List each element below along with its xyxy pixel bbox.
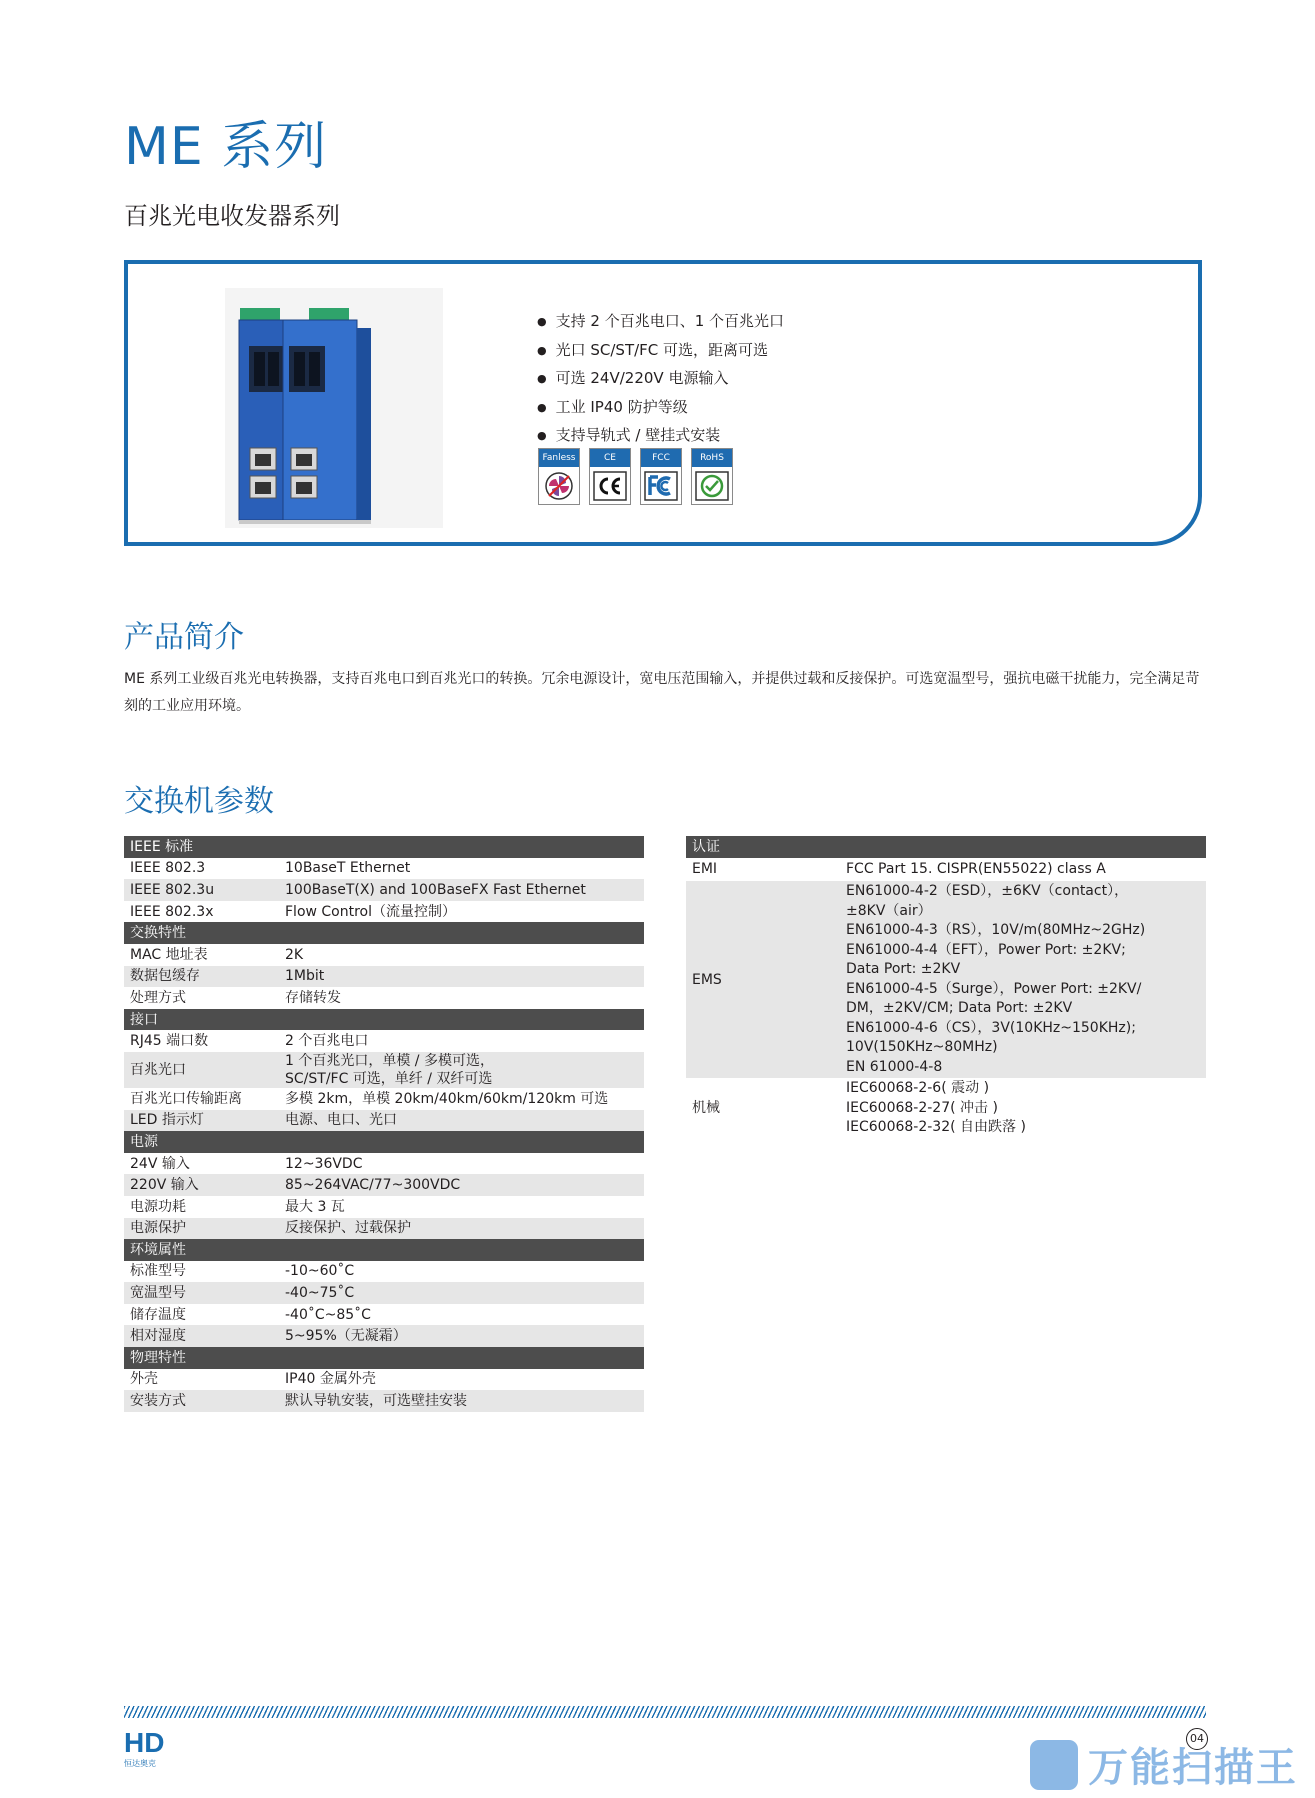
spec-value: Flow Control（流量控制） [279,901,644,923]
spec-key: 电源功耗 [124,1196,279,1218]
spec-row [686,881,1206,1078]
spec-section-header [124,1347,644,1369]
spec-row [124,1174,644,1196]
spec-value: 电源、电口、光口 [279,1110,644,1132]
spec-value: 最大 3 瓦 [279,1196,644,1218]
spec-row [124,1088,644,1110]
cert-label: FCC [641,449,681,467]
spec-key: MAC 地址表 [124,944,279,966]
certification-badges [538,448,733,505]
scanner-watermark [1030,1736,1298,1793]
spec-value: 反接保护、过载保护 [279,1218,644,1240]
spec-value: IP40 金属外壳 [279,1369,644,1391]
section-title: 物理特性 [124,1347,644,1369]
spec-value: EN61000-4-2（ESD），±6KV（contact）， ±8KV（air） EN61000-4-3（RS），10V/m(80MHz~2GHz) EN61000-4-4（EFT），Power Port: ±2KV; Data Port: ±2KV EN61000-4-5（Surge），Power Port: ±2KV/ DM，±2KV/CM; Data Port: ±2KV EN61000-4-6（CS），3V(10KHz~150KHz); 10V(150KHz~80MHz) EN 61000-4-8 [840,881,1206,1078]
spec-row [124,1153,644,1175]
spec-row [124,944,644,966]
spec-key: 处理方式 [124,987,279,1009]
company-logo [124,1726,164,1756]
spec-heading: 交换机参数 [124,784,274,819]
feature-item: ● 工业 IP40 防护等级 [537,394,1037,423]
spec-value: IEC60068-2-6( 震动 ) IEC60068-2-27( 冲击 ) IEC60068-2-32( 自由跌落 ) [840,1078,1206,1139]
spec-key: IEEE 802.3 [124,858,279,880]
rohs-mark-icon [695,471,729,501]
spec-table-left [124,836,644,1412]
spec-section-header [124,1009,644,1031]
spec-row [124,1196,644,1218]
spec-key: IEEE 802.3x [124,901,279,923]
spec-key: 标准型号 [124,1261,279,1283]
spec-row [124,879,644,901]
spec-key: 百兆光口传输距离 [124,1088,279,1110]
cert-label: Fanless [539,449,579,467]
spec-row [124,1110,644,1132]
spec-value: 100BaseT(X) and 100BaseFX Fast Ethernet [279,879,644,901]
logo-subtext: 恒达奥克 [124,1759,156,1768]
logo-text: HD [124,1727,164,1756]
intro-text: ME 系列工业级百兆光电转换器，支持百兆电口到百兆光口的转换。冗余电源设计，宽电压范围输入，并提供过载和反接保护。可选宽温型号，强抗电磁干扰能力，完全满足苛刻的工业应用环境。 [124,671,1200,714]
spec-value: -40˚C~85˚C [279,1304,644,1326]
spec-key: 机械 [686,1078,840,1139]
spec-key: EMS [686,881,840,1078]
spec-value: 1 个百兆光口，单模 / 多模可选， SC/ST/FC 可选，单纤 / 双纤可选 [279,1052,644,1088]
spec-value: 10BaseT Ethernet [279,858,644,880]
spec-row [686,1078,1206,1139]
spec-row [124,1030,644,1052]
spec-key: 百兆光口 [124,1052,279,1088]
spec-key: 宽温型号 [124,1282,279,1304]
spec-value: 多模 2km，单模 20km/40km/60km/120km 可选 [279,1088,644,1110]
spec-row [124,1261,644,1283]
spec-key: LED 指示灯 [124,1110,279,1132]
page-number: 04 [1186,1728,1208,1750]
fcc-mark-icon [644,471,678,501]
spec-value: 默认导轨安装，可选壁挂安装 [279,1390,644,1412]
section-title: 环境属性 [124,1239,644,1261]
spec-key: 储存温度 [124,1304,279,1326]
feature-item: ● 可选 24V/220V 电源输入 [537,365,1037,394]
spec-value: -10~60˚C [279,1261,644,1283]
spec-key: RJ45 端口数 [124,1030,279,1052]
rohs-badge [691,448,733,505]
page-subtitle: 百兆光电收发器系列 [124,202,340,230]
spec-row [124,1390,644,1412]
spec-value: FCC Part 15. CISPR(EN55022) class A [840,858,1206,882]
spec-row [124,901,644,923]
spec-section-header [124,836,644,858]
section-title: IEEE 标准 [124,836,644,858]
spec-value: 1Mbit [279,966,644,988]
intro-heading: 产品简介 [124,620,244,655]
spec-key: EMI [686,858,840,882]
feature-item: ● 光口 SC/ST/FC 可选，距离可选 [537,337,1037,366]
spec-key: 220V 输入 [124,1174,279,1196]
fcc-badge [640,448,682,505]
spec-key: IEEE 802.3u [124,879,279,901]
product-photo [225,288,443,528]
spec-value: 2 个百兆电口 [279,1030,644,1052]
spec-key: 外壳 [124,1369,279,1391]
cert-label: RoHS [692,449,732,467]
spec-key: 相对湿度 [124,1325,279,1347]
spec-key: 24V 输入 [124,1153,279,1175]
spec-value: 5~95%（无凝霜） [279,1325,644,1347]
spec-section-header [124,1131,644,1153]
spec-row [124,1325,644,1347]
feature-item: ● 支持导轨式 / 壁挂式安装 [537,422,1037,451]
spec-key: 安装方式 [124,1390,279,1412]
spec-row [124,1282,644,1304]
spec-key: 数据包缓存 [124,966,279,988]
scanner-app-icon [1030,1740,1078,1790]
spec-row [124,1218,644,1240]
spec-value: 12~36VDC [279,1153,644,1175]
spec-row [124,1052,644,1088]
spec-value: 85~264VAC/77~300VDC [279,1174,644,1196]
spec-row [124,1369,644,1391]
spec-key: 电源保护 [124,1218,279,1240]
spec-value: 存储转发 [279,987,644,1009]
spec-value: 2K [279,944,644,966]
feature-item: ● 支持 2 个百兆电口、1 个百兆光口 [537,308,1037,337]
footer-divider [124,1706,1206,1718]
spec-row [124,966,644,988]
section-title: 接口 [124,1009,644,1031]
fanless-icon [544,471,574,501]
feature-list [537,308,1037,451]
spec-row [124,987,644,1009]
spec-table-right [686,836,1206,1139]
ce-mark-icon [593,471,627,501]
section-title: 交换特性 [124,922,644,944]
page-title: ME 系列 [124,117,328,177]
spec-row [124,1304,644,1326]
ce-badge [589,448,631,505]
fanless-badge [538,448,580,505]
spec-row [124,858,644,880]
spec-row [686,858,1206,882]
cert-label: CE [590,449,630,467]
section-title: 电源 [124,1131,644,1153]
watermark-text: 万能扫描王 [1088,1745,1298,1791]
spec-section-header [124,922,644,944]
section-title: 认证 [686,836,1206,858]
spec-value: -40~75˚C [279,1282,644,1304]
spec-section-header [124,1239,644,1261]
spec-section-header [686,836,1206,858]
